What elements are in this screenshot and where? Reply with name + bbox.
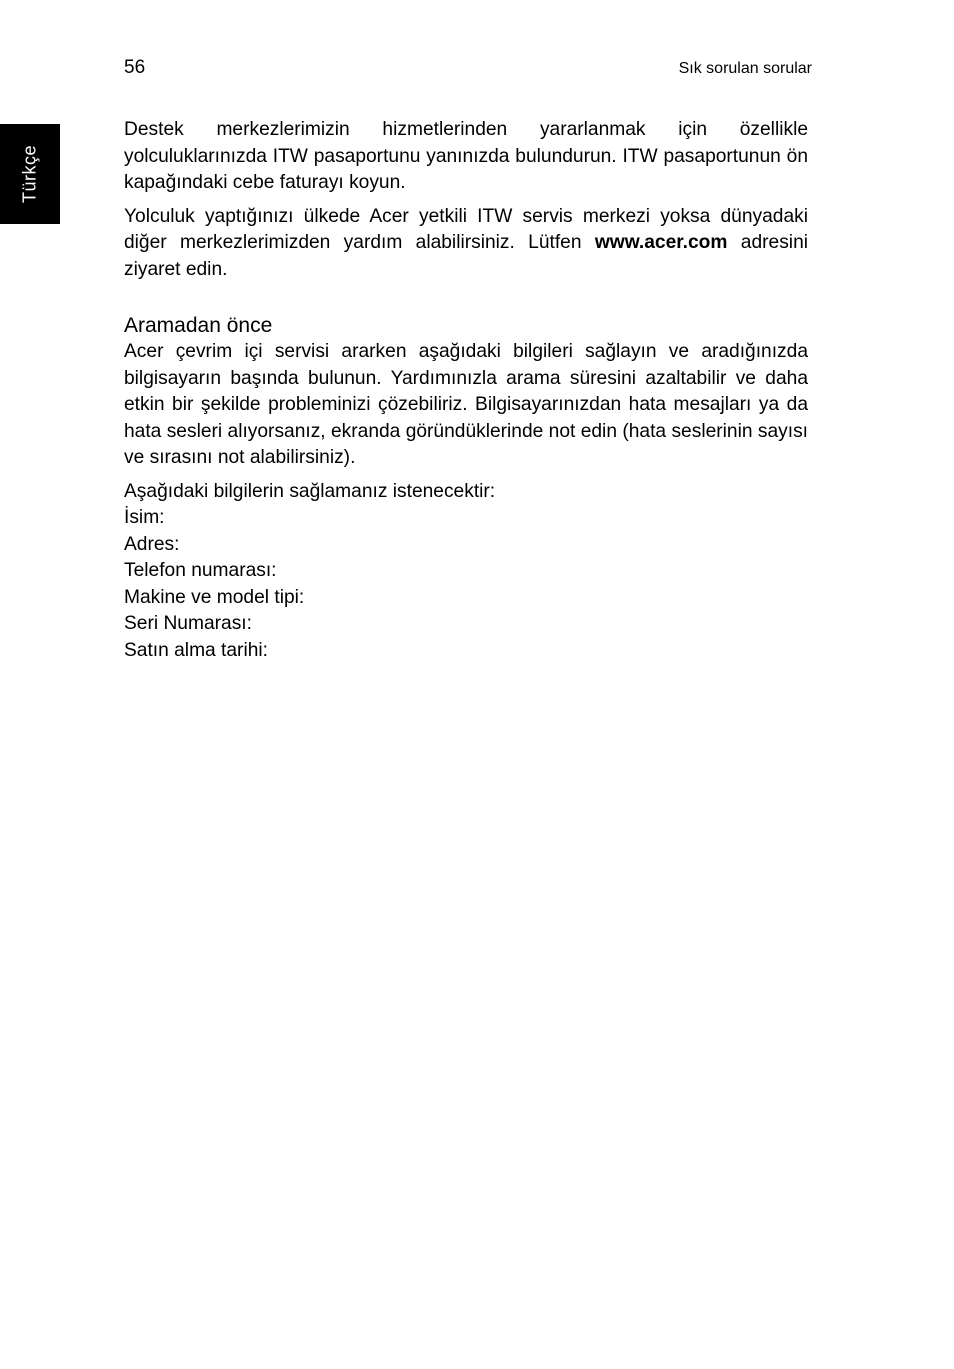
list-intro: Aşağıdaki bilgilerin sağlamanız istenecektir: bbox=[124, 480, 496, 502]
page-number: 56 bbox=[124, 57, 146, 78]
paragraph-itw-passport: Destek merkezlerimizin hizmetlerinden yararlanmak için özellikle yolculuklarınızda ITW pasaportunu yanınızda bulundurun. ITW pasaportunun ön kapağındaki cebe faturayı koyun. bbox=[124, 119, 808, 193]
list-item-serial: Seri Numarası: bbox=[124, 613, 252, 634]
running-header-title: Sık sorulan sorular bbox=[678, 60, 812, 77]
paragraph-service-centers bbox=[124, 204, 808, 284]
page-content bbox=[124, 117, 808, 664]
list-item-purchase-date: Satın alma tarihi: bbox=[124, 639, 268, 661]
paragraph-service-centers-end: adresini ziyaret edin. bbox=[124, 232, 808, 280]
list-item-name: İsim: bbox=[124, 507, 165, 528]
acer-website-link[interactable]: www.acer.com bbox=[594, 232, 728, 253]
required-info-list bbox=[124, 479, 808, 665]
paragraph-before-calling: Acer çevrim içi servisi ararken aşağıdaki bilgileri sağlayın ve aradığınızda bilgisayarın başında bulunun. Yardımınızla arama süresini azaltabilir ve daha etkin bir şekilde probleminizi çözebiliriz. Bilgisayarınızdan hata mesajları ya da hata sesleri alıyorsanız, ekranda göründüklerinde not edin (hata seslerinin sayısı ve sırasını not alabilirsiniz). bbox=[124, 341, 808, 468]
list-item-phone: Telefon numarası: bbox=[124, 560, 277, 581]
section-heading: Aramadan önce bbox=[124, 314, 273, 337]
paragraph-service-centers-text: Yolculuk yaptığınızı ülkede Acer yetkili ITW servis merkezi yoksa dünyadaki diğer merkezlerimizden yardım alabilirsiniz. Lütfen bbox=[124, 205, 808, 253]
list-item-model: Makine ve model tipi: bbox=[124, 586, 305, 608]
list-item-address: Adres: bbox=[124, 533, 180, 555]
language-tab-label: Türkçe bbox=[19, 144, 40, 204]
language-tab bbox=[0, 124, 60, 224]
